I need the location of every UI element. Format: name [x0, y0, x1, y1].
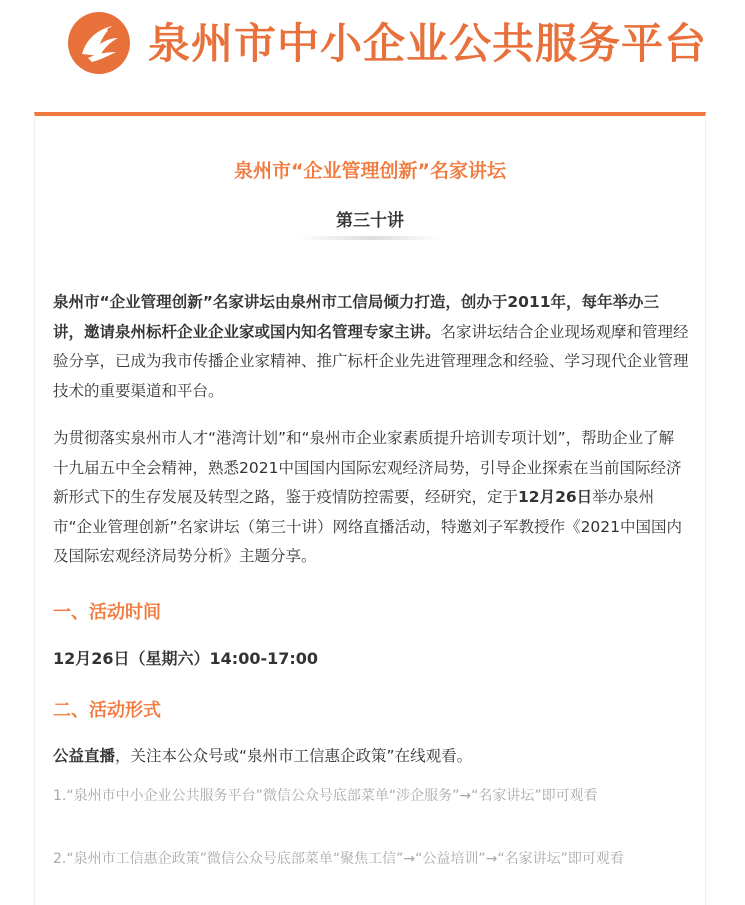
section-heading-time: 一、活动时间	[53, 602, 161, 623]
intro-paragraph	[53, 288, 689, 406]
subtitle-divider	[299, 236, 443, 240]
article-card	[34, 112, 706, 905]
event-format	[53, 744, 472, 766]
purpose-text-b: 举办泉州市“企业管理创新”名家讲坛（第三十讲）网络直播活动，特邀刘子军教授作《2021中国国内及国际宏观经济局势分析》主题分享。	[53, 488, 683, 565]
format-text: ，关注本公众号或“泉州市工信惠企政策”在线观看。	[115, 747, 473, 765]
intro-text: 名家讲坛结合企业现场观摩和管理经验分享，已成为我市传播企业家精神、推广标杆企业先进管理理念和经验、学习现代企业管理技术的重要渠道和平台。	[53, 322, 689, 400]
purpose-paragraph	[53, 424, 689, 572]
phoenix-logo-icon	[66, 10, 132, 76]
brand-title: 泉州市中小企业公共服务平台	[148, 19, 708, 68]
section-heading-format: 二、活动形式	[53, 700, 161, 721]
purpose-text-a: 为贯彻落实泉州市人才“港湾计划”和“泉州市企业家素质提升培训专项计划”，帮助企业了解十九届五中全会精神，熟悉2021中国国内国际宏观经济局势，引导企业探索在当前国际经济新形式下的生存发展及转型之路，鉴于疫情防控需要，经研究，定于	[53, 429, 682, 506]
viewing-note-1: 1.“泉州市中小企业公共服务平台”微信公众号底部菜单“涉企服务”→“名家讲坛”即可观看	[53, 788, 598, 804]
article-subtitle: 第三十讲	[336, 211, 404, 231]
intro-bold-text: 泉州市“企业管理创新”名家讲坛由泉州市工信局倾力打造，创办于2011年，每年举办三讲，邀请泉州标杆企业企业家或国内知名管理专家主讲。	[53, 293, 660, 341]
viewing-note-2: 2.“泉州市工信惠企政策”微信公众号底部菜单“聚焦工信”→“公益培训”→“名家讲坛”即可观看	[53, 851, 624, 867]
header	[0, 0, 745, 96]
article-title: 泉州市“企业管理创新”名家讲坛	[234, 160, 506, 182]
event-time: 12月26日（星期六）14:00-17:00	[53, 649, 319, 668]
format-bold: 公益直播	[53, 747, 116, 765]
event-date-bold: 12月26日	[518, 488, 593, 506]
